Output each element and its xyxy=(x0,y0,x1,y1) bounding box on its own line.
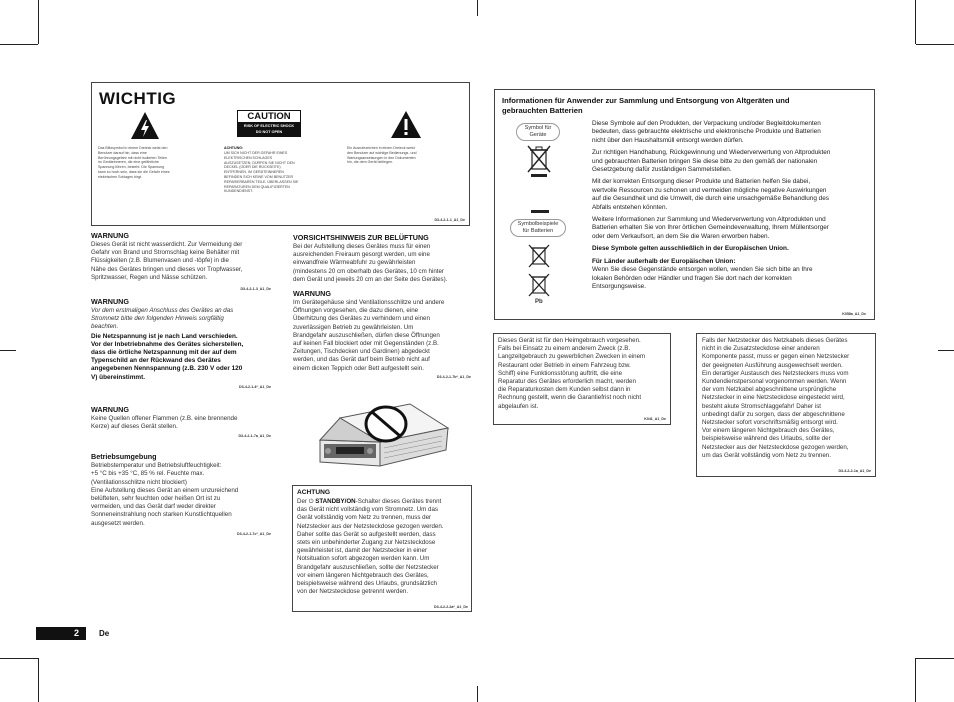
achtung-standby-post: -Schalter dieses Gerätes trennt xyxy=(355,498,442,505)
wichtig-box xyxy=(91,82,470,226)
crossed-bin-icon xyxy=(525,144,553,178)
crop-mark xyxy=(938,350,954,351)
left-column xyxy=(91,231,271,536)
achtung-standby-title: ACHTUNG xyxy=(297,489,330,496)
achtung-standby-code: D3-4-2-2-2a*_A1_De xyxy=(434,605,468,609)
crop-mark xyxy=(915,658,916,702)
heimgebrauch-text: Dieses Gerät ist für den Heimgebrauch vorgesehen. Falls bei Einsatz zu einem anderem Zweck (z.B. Langzeitgebrauch zu gewerblichen Zwecken in einem Restaurant oder Betrieb in einem Fahrzeug bzw. Schiff) eine Funktionsstörung auftritt, die eine Reparatur des Gerätes erforderlich macht, werden die Reparaturkosten dem Kunden selbst dann in Rechnung gestellt, wenn die Garantiefrist noch nicht abgelaufen ist. xyxy=(498,337,646,410)
crop-mark xyxy=(38,0,39,44)
page-number: 2 xyxy=(74,628,80,638)
wichtig-title: WICHTIG xyxy=(99,89,177,108)
entsorgung-p3: Mit der korrekten Entsorgung dieser Produkte und Batterien helfen Sie dabei, wertvolle Ressourcen zu schonen und vermeiden mögliche negative Auswirkungen auf die Gesundheit und die Umwelt, die durch eine unsachgemäße Behandlung des Abfalls entstehen könnten. xyxy=(592,178,829,211)
crop-mark xyxy=(0,350,16,351)
crop-mark xyxy=(915,0,916,44)
crossed-bin-pb-icon xyxy=(526,272,552,298)
betriebsumgebung-text: Betriebstemperatur und Betriebsluftfeuchtigkeit: +5 °C bis +35 °C, 85 % rel. Feuchte max. (Ventilationsschlitze nicht blockiert) Eine Aufstellung dieses Gerät an einem unzureichend belüfteten, sehr feuchten oder heißen Ort ist zu vermeiden, und das Gerät darf weder direkter Sonneneinstrahlung noch starken Kunstlichtquellen ausgesetzt werden. xyxy=(91,462,239,527)
netzstecker-text: Falls der Netzstecker des Netzkabels dieses Gerätes nicht in die Zusatzsteckdose einer anderen Komponente passt, muss er gegen einen Netzstecker der geeigneten Ausführung ausgewechselt werden. Ein derartiger Austausch des Netzsteckers muss vom Kundendienstpersonal vorgenommen werden. Wenn der vom Netzkabel abgeschnittene ursprüngliche Netzstecker in eine Netzsteckdose eingesteckt wird, besteht akute Stromschlaggefahr! Daher ist unbedingt dafür zu sorgen, dass der abgeschnittene Netzstecker sofort vorschriftsmäßig entsorgt wird. Vor einem längeren Nichtgebrauch des Gerätes, beispielsweise während des Urlaubs, sollte der Netzstecker aus der Netzsteckdose gezogen werden, um das Gerät vollständig vom Netz zu trennen. xyxy=(702,337,850,459)
betriebsumgebung-code: D3-4-2-1-7c*_A1_De xyxy=(237,531,271,536)
warnung-vent-code: D3-4-2-1-7b*_A1_De xyxy=(436,374,471,379)
receiver-no-blocking-illustration xyxy=(310,400,458,482)
achtung-standby-line xyxy=(297,498,467,506)
warnung-voltage-text: Die Netzspannung ist je nach Land verschieden. Vor der Inbetriebnahme des Gerätes sicherstellen, dass die örtliche Netzspannung mit der auf dem Typenschild an der Rückwand des Gerätes angegebenen Nennspannung (z.B. 230 V oder 120 V) übereinstimmt. xyxy=(91,332,244,381)
pb-label: Pb xyxy=(535,299,543,305)
warnung-voltage-code: D3-4-2-1-4*_A1_De xyxy=(239,384,271,389)
heimgebrauch-code: K041_A1_De xyxy=(644,417,666,421)
entsorgung-title: Informationen für Anwender zur Sammlung und Entsorgung von Altgeräten und gebrauchten Batterien xyxy=(502,96,790,115)
warnung-water-title: WARNUNG xyxy=(91,231,129,240)
symbol-label-batterien: Symbolbeispiele für Batterien xyxy=(510,219,566,237)
entsorgung-p4: Weitere Informationen zur Sammlung und Wiederverwertung von Altprodukten und Batterien erhalten Sie von Ihrer örtlichen Gemeindeverwaltung, Ihrem Müllentsorger oder dem Verkaufsort, an dem Sie die Waren erworben haben. xyxy=(592,216,829,240)
bin-bar xyxy=(531,210,549,213)
crop-mark xyxy=(916,658,954,659)
lightning-description: Das Blitzsymbol in einem Dreieck weist den Benutzer darauf hin, dass eine Berührungsgefahr mit nicht isolierten Teilen im Geräteinneren, die eine gefährliche Spannung führen, besteht. Die Spannung kann so hoch sein, dass sie die Gefahr eines elektrischen Schlages birgt. xyxy=(98,146,170,179)
crossed-bin-battery-icon xyxy=(526,243,552,269)
betriebsumgebung-title: Betriebsumgebung xyxy=(91,452,157,462)
page-language: De xyxy=(99,629,110,638)
crop-mark xyxy=(477,0,478,16)
crop-mark xyxy=(477,686,478,702)
crop-mark xyxy=(38,658,39,702)
exclamation-description: Ein Ausrufezeichen in einem Dreieck weist den Benutzer auf wichtige Bedienungs- und Wartungsanweisungen in den Dokumenten hin, die dem Gerät beiliegen. xyxy=(347,146,417,165)
standby-label: STANDBY/ON xyxy=(315,498,356,505)
heimgebrauch-box xyxy=(493,333,671,425)
warnung-vent-title: WARNUNG xyxy=(293,289,331,299)
lightning-warning-icon xyxy=(130,111,160,141)
caution-sub-1: RISK OF ELECTRIC SHOCK xyxy=(243,124,295,128)
netzstecker-code: D3-4-2-2-1a_A1_De xyxy=(838,469,871,473)
caution-sub-2: DO NOT OPEN xyxy=(255,130,283,134)
crop-mark xyxy=(916,44,954,45)
warnung-water-text: Dieses Gerät ist nicht wasserdicht. Zur Vermeidung der Gefahr von Brand und Stromschlag keine Behälter mit Flüssigkeiten (z.B. Blumenvasen und -töpfe) in die Nähe des Gerätes bringen und dieses vor Tropfwasser, Spritzwasser, Regen und Nässe schützen. xyxy=(91,241,243,281)
belueftung-text: Bei der Aufstellung dieses Gerätes muss für einen ausreichenden Freiraum gesorgt werden, um eine einwandfreie Wärmeabfuhr zu gewährleisten (mindestens 20 cm oberhalb des Gerätes, 10 cm hinter dem Gerät und jeweils 20 cm an der Seite des Gerätes). xyxy=(293,243,448,283)
netzstecker-box xyxy=(696,333,876,477)
entsorgung-p6: Wenn Sie diese Gegenstände entsorgen wollen, wenden Sie sich bitte an Ihre lokalen Behörden oder Händler und fragen Sie dort nach der korrekten Entsorgungsweise. xyxy=(592,266,813,290)
belueftung-title: VORSICHTSHINWEIS ZUR BELÜFTUNG xyxy=(293,233,429,242)
warnung-flame-title: WARNUNG xyxy=(91,404,129,414)
achtung-text: UM SICH NICHT DER GEFAHR EINES ELEKTRISCHEN SCHLAGES AUSZUSETZEN, DÜRFEN SIE NICHT DEN DECKEL (ODER DIE RÜCKSEITE) ENTFERNEN. IM GERÄTEINNEREN BEFINDEN SICH KEINE VOM BENUTZER REPARIERBAREN TEILE. ÜBERLASSEN SIE REPARATUREN DEM QUALIFIZIERTEN KUNDENDIENST. xyxy=(224,151,299,194)
entsorgung-p1: Diese Symbole auf den Produkten, der Verpackung und/oder Begleitdokumenten bedeuten, dass gebrauchte elektrische und elektronische Produkte und Batterien nicht über den Haushaltsmüll entsorgt werden dürfen. xyxy=(592,120,821,144)
crop-mark xyxy=(0,658,38,659)
warnung-flame-code: D3-4-2-1-7a_A1_De xyxy=(238,434,271,439)
warnung-vent-text: Im Gerätegehäuse sind Ventilationsschlitze und andere Öffnungen vorgesehen, die dazu dienen, eine Überhitzung des Gerätes zu verhindern und einen zuverlässigen Betrieb zu gewährleisten. Um Brandgefahr auszuschließen, dürfen diese Öffnungen auf keinen Fall blockiert oder mit Gegenständen (z.B. Zeitungen, Tischdecken und Gardinen) abgedeckt werden, und das Gerät darf beim Betrieb nicht auf einem dicken Teppich oder Bett aufgestellt sein. xyxy=(293,299,445,372)
achtung-standby-text: das Gerät nicht vollständig vom Stromnetz. Um das Gerät vollständig vom Netz zu trennen, muss der Netzstecker aus der Netzsteckdose gezogen werden. Daher sollte das Gerät so aufgestellt werden, dass stets ein unbehinderter Zugang zur Netzsteckdose gewährleistet ist, damit der Netzstecker in einer Notsituation sofort abgezogen werden kann. Um Brandgefahr auszuschließen, sollte der Netzstecker vor einem längeren Nichtgebrauch des Gerätes, beispielsweise während des Urlaubs, grundsätzlich von der Netzsteckdose getrennt werden. xyxy=(297,506,444,596)
entsorgung-code: K058a_A1_De xyxy=(842,312,866,316)
entsorgung-p6-title: Für Länder außerhalb der Europäischen Union: xyxy=(592,257,736,265)
caution-title: CAUTION xyxy=(247,111,291,122)
warnung-voltage-intro: Vor dem erstmaligen Anschluss des Gerätes an das Stromnetz bitte den folgenden Hinweis sorgfältig beachten. xyxy=(91,307,234,331)
achtung-standby-box xyxy=(292,485,472,612)
entsorgung-box xyxy=(494,89,875,320)
power-icon: ⏻ xyxy=(308,499,314,505)
crop-mark xyxy=(0,44,38,45)
achtung-standby-pre: Der xyxy=(297,498,309,505)
symbol-label-geraete: Symbol für Geräte xyxy=(516,123,560,141)
entsorgung-p5: Diese Symbole gelten ausschließlich in der Europäischen Union. xyxy=(592,245,789,253)
warnung-voltage-title: WARNUNG xyxy=(91,297,129,307)
entsorgung-p2: Zur richtigen Handhabung, Rückgewinnung und Wiederverwertung von Altprodukten und gebrauchten Batterien bringen Sie diese bitte zu den gemäß der nationalen Gesetzgebung dafür zuständigen Sammelstellen. xyxy=(592,149,831,174)
achtung-title: ACHTUNG: xyxy=(224,146,244,150)
exclamation-warning-icon xyxy=(390,110,422,140)
caution-label xyxy=(237,110,301,137)
warnung-flame-text: Keine Quellen offener Flammen (z.B. eine brennende Kerze) auf dieses Gerät stellen. xyxy=(91,414,238,431)
wichtig-code: D3-4-2-1-1_A1_De xyxy=(434,218,465,222)
middle-column xyxy=(293,233,471,379)
entsorgung-text xyxy=(592,120,872,291)
warnung-water-code: D3-4-2-1-3_A1_De xyxy=(240,287,271,292)
